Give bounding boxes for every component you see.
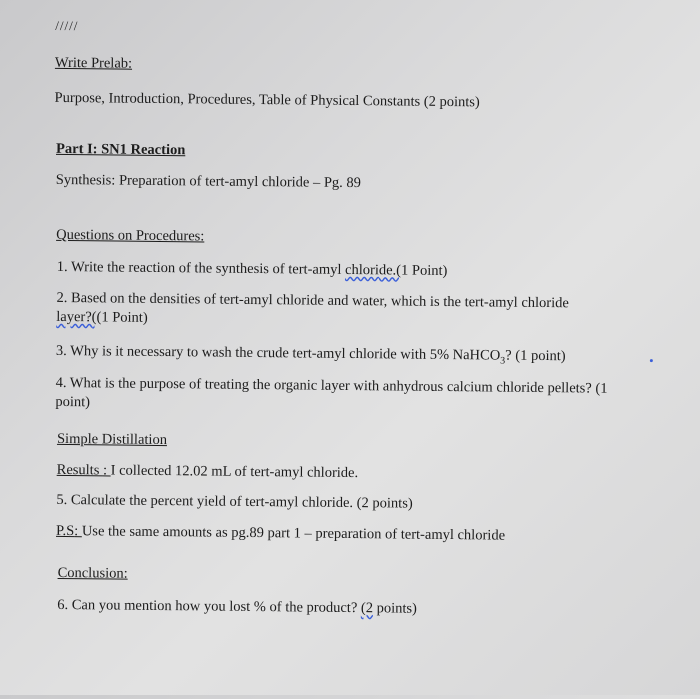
questions-heading: Questions on Procedures: bbox=[56, 226, 205, 245]
question-4-line-2: point) bbox=[55, 393, 91, 411]
question-3-points: ? (1 point) bbox=[505, 347, 566, 365]
header-marks: ///// bbox=[55, 17, 79, 34]
ps-text: Use the same amounts as pg.89 part 1 – preparation of tert-amyl chloride bbox=[81, 523, 506, 544]
distillation-heading: Simple Distillation bbox=[56, 430, 168, 449]
question-2-underlined: layer?( bbox=[56, 308, 97, 326]
results-line bbox=[57, 461, 359, 482]
question-5: 5. Calculate the percent yield of tert-amyl chloride. (2 points) bbox=[56, 491, 413, 512]
question-1-underlined: chloride.( bbox=[344, 261, 402, 279]
ps-label: P.S bbox=[55, 522, 75, 540]
question-3-text: 3. Why is it necessary to wash the crude tert-amyl chloride with 5% NaHCO bbox=[55, 342, 501, 364]
ps-colon: : bbox=[74, 523, 82, 540]
question-3 bbox=[56, 342, 566, 371]
question-1-points: 1 Point) bbox=[400, 262, 448, 280]
stray-dot bbox=[650, 359, 653, 362]
results-label: Results bbox=[56, 461, 104, 479]
question-6-points: points) bbox=[372, 600, 418, 617]
results-colon: : bbox=[102, 462, 111, 479]
question-2-points: (1 Point) bbox=[96, 309, 148, 326]
question-4-line-1: 4. What is the purpose of treating the organic layer with anhydrous calcium chloride pellets? (1 bbox=[55, 374, 608, 397]
results-text: I collected 12.02 mL of tert-amyl chloride. bbox=[110, 462, 359, 482]
part1-heading: Part I: SN1 Reaction bbox=[55, 140, 186, 159]
question-6-text: 6. Can you mention how you lost % of the product? bbox=[57, 596, 362, 617]
question-6-underlined: (2 bbox=[360, 600, 374, 617]
prelab-heading: Write Prelab: bbox=[54, 54, 133, 72]
question-1 bbox=[57, 258, 448, 280]
prelab-items: Purpose, Introduction, Procedures, Table of Physical Constants (2 points) bbox=[54, 89, 480, 111]
question-1-text: 1. Write the reaction of the synthesis of tert-amyl bbox=[56, 258, 346, 278]
part1-synthesis: Synthesis: Preparation of tert-amyl chloride – Pg. 89 bbox=[55, 171, 362, 192]
question-3-subscript: 3 bbox=[500, 355, 506, 367]
question-6 bbox=[57, 596, 417, 618]
conclusion-heading: Conclusion: bbox=[57, 564, 128, 582]
question-2-line-2 bbox=[56, 308, 148, 327]
question-2-line-1: 2. Based on the densities of tert-amyl chloride and water, which is the tert-amyl chloride bbox=[56, 289, 569, 312]
ps-line bbox=[56, 522, 505, 545]
